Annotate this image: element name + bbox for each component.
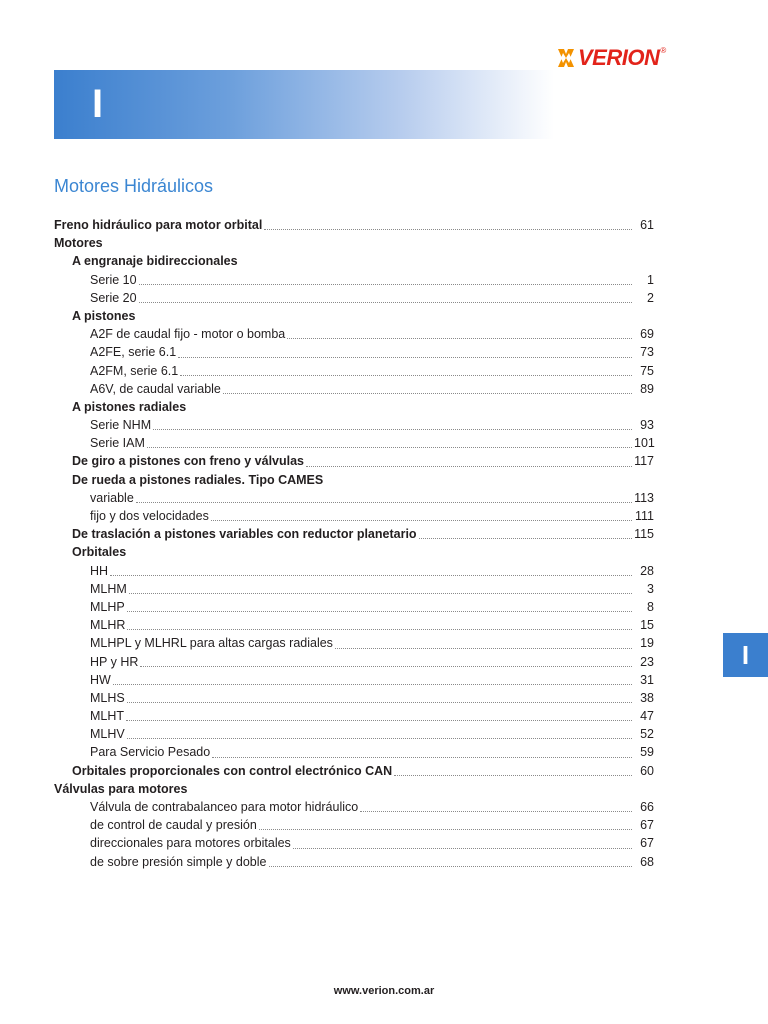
toc-entry-label: Válvulas para motores [54,781,188,796]
toc-entry[interactable] [54,580,654,598]
toc-dot-leader [394,774,632,776]
toc-page-number: 47 [640,709,654,724]
toc-entry-label: De rueda a pistones radiales. Tipo CAMES [72,472,324,487]
table-of-contents [54,216,654,871]
toc-dot-leader [147,446,632,448]
verion-logo-icon [558,49,574,67]
toc-page-number: 67 [640,836,654,851]
toc-entry[interactable] [54,343,654,361]
toc-entry[interactable] [54,707,654,725]
toc-entry-label: A pistones radiales [72,399,187,414]
toc-dot-leader [110,574,632,576]
toc-entry[interactable] [54,762,654,780]
toc-dot-leader [419,537,632,539]
toc-page-number: 73 [640,345,654,360]
toc-page-number: 1 [647,272,654,287]
toc-entry-label: variable [90,490,134,505]
toc-entry[interactable] [54,634,654,652]
toc-page-number: 38 [640,690,654,705]
toc-entry[interactable] [54,325,654,343]
toc-dot-leader [153,428,632,430]
toc-dot-leader [136,501,632,503]
toc-entry[interactable] [54,653,654,671]
toc-entry-label: Serie IAM [90,436,145,451]
toc-entry[interactable] [54,816,654,834]
toc-page-number: 31 [640,672,654,687]
toc-entry-label: MLHR [90,618,126,633]
toc-dot-leader [178,356,632,358]
toc-entry[interactable] [54,798,654,816]
toc-entry-label: Serie 10 [90,272,137,287]
toc-entry[interactable] [54,616,654,634]
toc-entry[interactable] [54,780,654,798]
toc-entry[interactable] [54,416,654,434]
chapter-side-tab[interactable]: I [723,633,768,677]
toc-page-number: 19 [640,636,654,651]
toc-page-number: 93 [640,418,654,433]
toc-page-number: 23 [640,654,654,669]
toc-entry-label: A2FE, serie 6.1 [90,345,177,360]
toc-dot-leader [140,665,632,667]
toc-page-number: 89 [640,381,654,396]
toc-page-number: 3 [647,581,654,596]
toc-entry[interactable] [54,562,654,580]
toc-dot-leader [269,865,633,867]
toc-entry-label: A engranaje bidireccionales [72,254,238,269]
toc-dot-leader [264,228,632,230]
toc-entry[interactable] [54,743,654,761]
toc-entry-label: direccionales para motores orbitales [90,836,291,851]
toc-entry-label: fijo y dos velocidades [90,509,209,523]
brand-name: VERION [578,45,660,70]
toc-entry[interactable] [54,216,654,234]
toc-dot-leader [211,519,632,521]
toc-entry-label: Freno hidráulico para motor orbital [54,218,263,232]
toc-entry[interactable] [54,380,654,398]
toc-dot-leader [139,301,632,303]
section-title: Motores Hidráulicos [54,176,214,196]
toc-entry[interactable] [54,725,654,743]
toc-entry-label: MLHS [90,690,125,705]
toc-dot-leader [293,847,632,849]
toc-entry-label: Orbitales proporcionales con control electrónico CAN [72,763,393,778]
toc-entry[interactable] [54,452,654,470]
toc-entry[interactable] [54,289,654,307]
toc-page-number: 28 [640,563,654,578]
toc-page-number: 117 [634,454,654,469]
toc-entry-label: Serie 20 [90,290,137,305]
toc-entry-label: MLHP [90,599,125,614]
toc-entry[interactable] [54,271,654,289]
toc-dot-leader [212,756,632,758]
toc-entry-label: De giro a pistones con freno y válvulas [72,454,305,469]
toc-page-number: 101 [634,436,655,451]
toc-entry[interactable] [54,853,654,871]
toc-entry-label: HW [90,672,111,687]
toc-dot-leader [127,737,632,739]
toc-page-number: 75 [640,363,654,378]
toc-dot-leader [129,592,632,594]
toc-dot-leader [127,701,632,703]
chapter-banner [54,70,554,139]
chapter-letter: I [92,82,104,126]
toc-page-number: 52 [640,727,654,742]
toc-entry-label: A2F de caudal fijo - motor o bomba [90,327,286,342]
toc-entry[interactable] [54,471,654,489]
toc-entry[interactable] [54,307,654,325]
toc-page-number: 66 [640,800,654,814]
toc-entry-label: HP y HR [90,654,139,669]
toc-entry[interactable] [54,234,654,252]
toc-dot-leader [139,283,632,285]
toc-page-number: 15 [640,618,654,633]
toc-entry-label: HH [90,563,109,578]
toc-entry[interactable] [54,434,654,452]
toc-entry-label: de sobre presión simple y doble [90,854,267,869]
toc-dot-leader [180,374,632,376]
toc-dot-leader [306,465,632,467]
toc-entry-label: De traslación a pistones variables con reductor planetario [72,527,417,542]
toc-entry-label: MLHT [90,709,125,724]
footer-url[interactable]: www.verion.com.ar [333,985,435,997]
toc-entry-label: MLHM [90,581,127,596]
toc-entry[interactable] [54,507,654,525]
toc-page-number: 111 [634,509,654,523]
toc-entry-label: Para Servicio Pesado [90,745,211,760]
toc-entry[interactable] [54,362,654,380]
toc-entry[interactable] [54,598,654,616]
toc-dot-leader [127,610,632,612]
toc-entry[interactable] [54,543,654,561]
toc-entry[interactable] [54,834,654,852]
toc-dot-leader [126,719,632,721]
toc-dot-leader [113,683,632,685]
toc-entry-label: A2FM, serie 6.1 [90,363,179,378]
toc-entry-label: Válvula de contrabalanceo para motor hidráulico [90,800,359,814]
toc-entry-label: de control de caudal y presión [90,818,257,833]
toc-dot-leader [360,810,632,812]
toc-page-number: 8 [647,599,654,614]
toc-page-number: 59 [640,745,654,760]
toc-entry[interactable] [54,489,654,507]
toc-entry-label: MLHV [90,727,125,742]
toc-entry[interactable] [54,398,654,416]
registered-mark: ® [660,46,667,55]
toc-dot-leader [287,337,632,339]
toc-dot-leader [127,628,632,630]
toc-entry-label: MLHPL y MLHRL para altas cargas radiales [90,636,333,651]
toc-page-number: 113 [634,490,654,505]
toc-entry-label: A6V, de caudal variable [90,381,221,396]
toc-dot-leader [259,828,632,830]
toc-page-number: 115 [634,527,654,542]
toc-entry-label: A pistones [72,308,136,323]
toc-page-number: 61 [640,218,654,232]
toc-page-number: 68 [640,854,654,869]
toc-entry[interactable] [54,252,654,270]
toc-entry[interactable] [54,525,654,543]
toc-page-number: 60 [640,763,654,778]
toc-entry-label: Motores [54,236,103,251]
toc-dot-leader [223,392,632,394]
toc-entry-label: Serie NHM [90,418,152,433]
toc-entry[interactable] [54,689,654,707]
toc-entry[interactable] [54,671,654,689]
toc-page-number: 69 [640,327,654,342]
brand-logo [558,46,666,70]
toc-entry-label: Orbitales [72,545,127,560]
toc-page-number: 2 [647,290,654,305]
toc-page-number: 67 [640,818,654,833]
toc-dot-leader [335,647,632,649]
